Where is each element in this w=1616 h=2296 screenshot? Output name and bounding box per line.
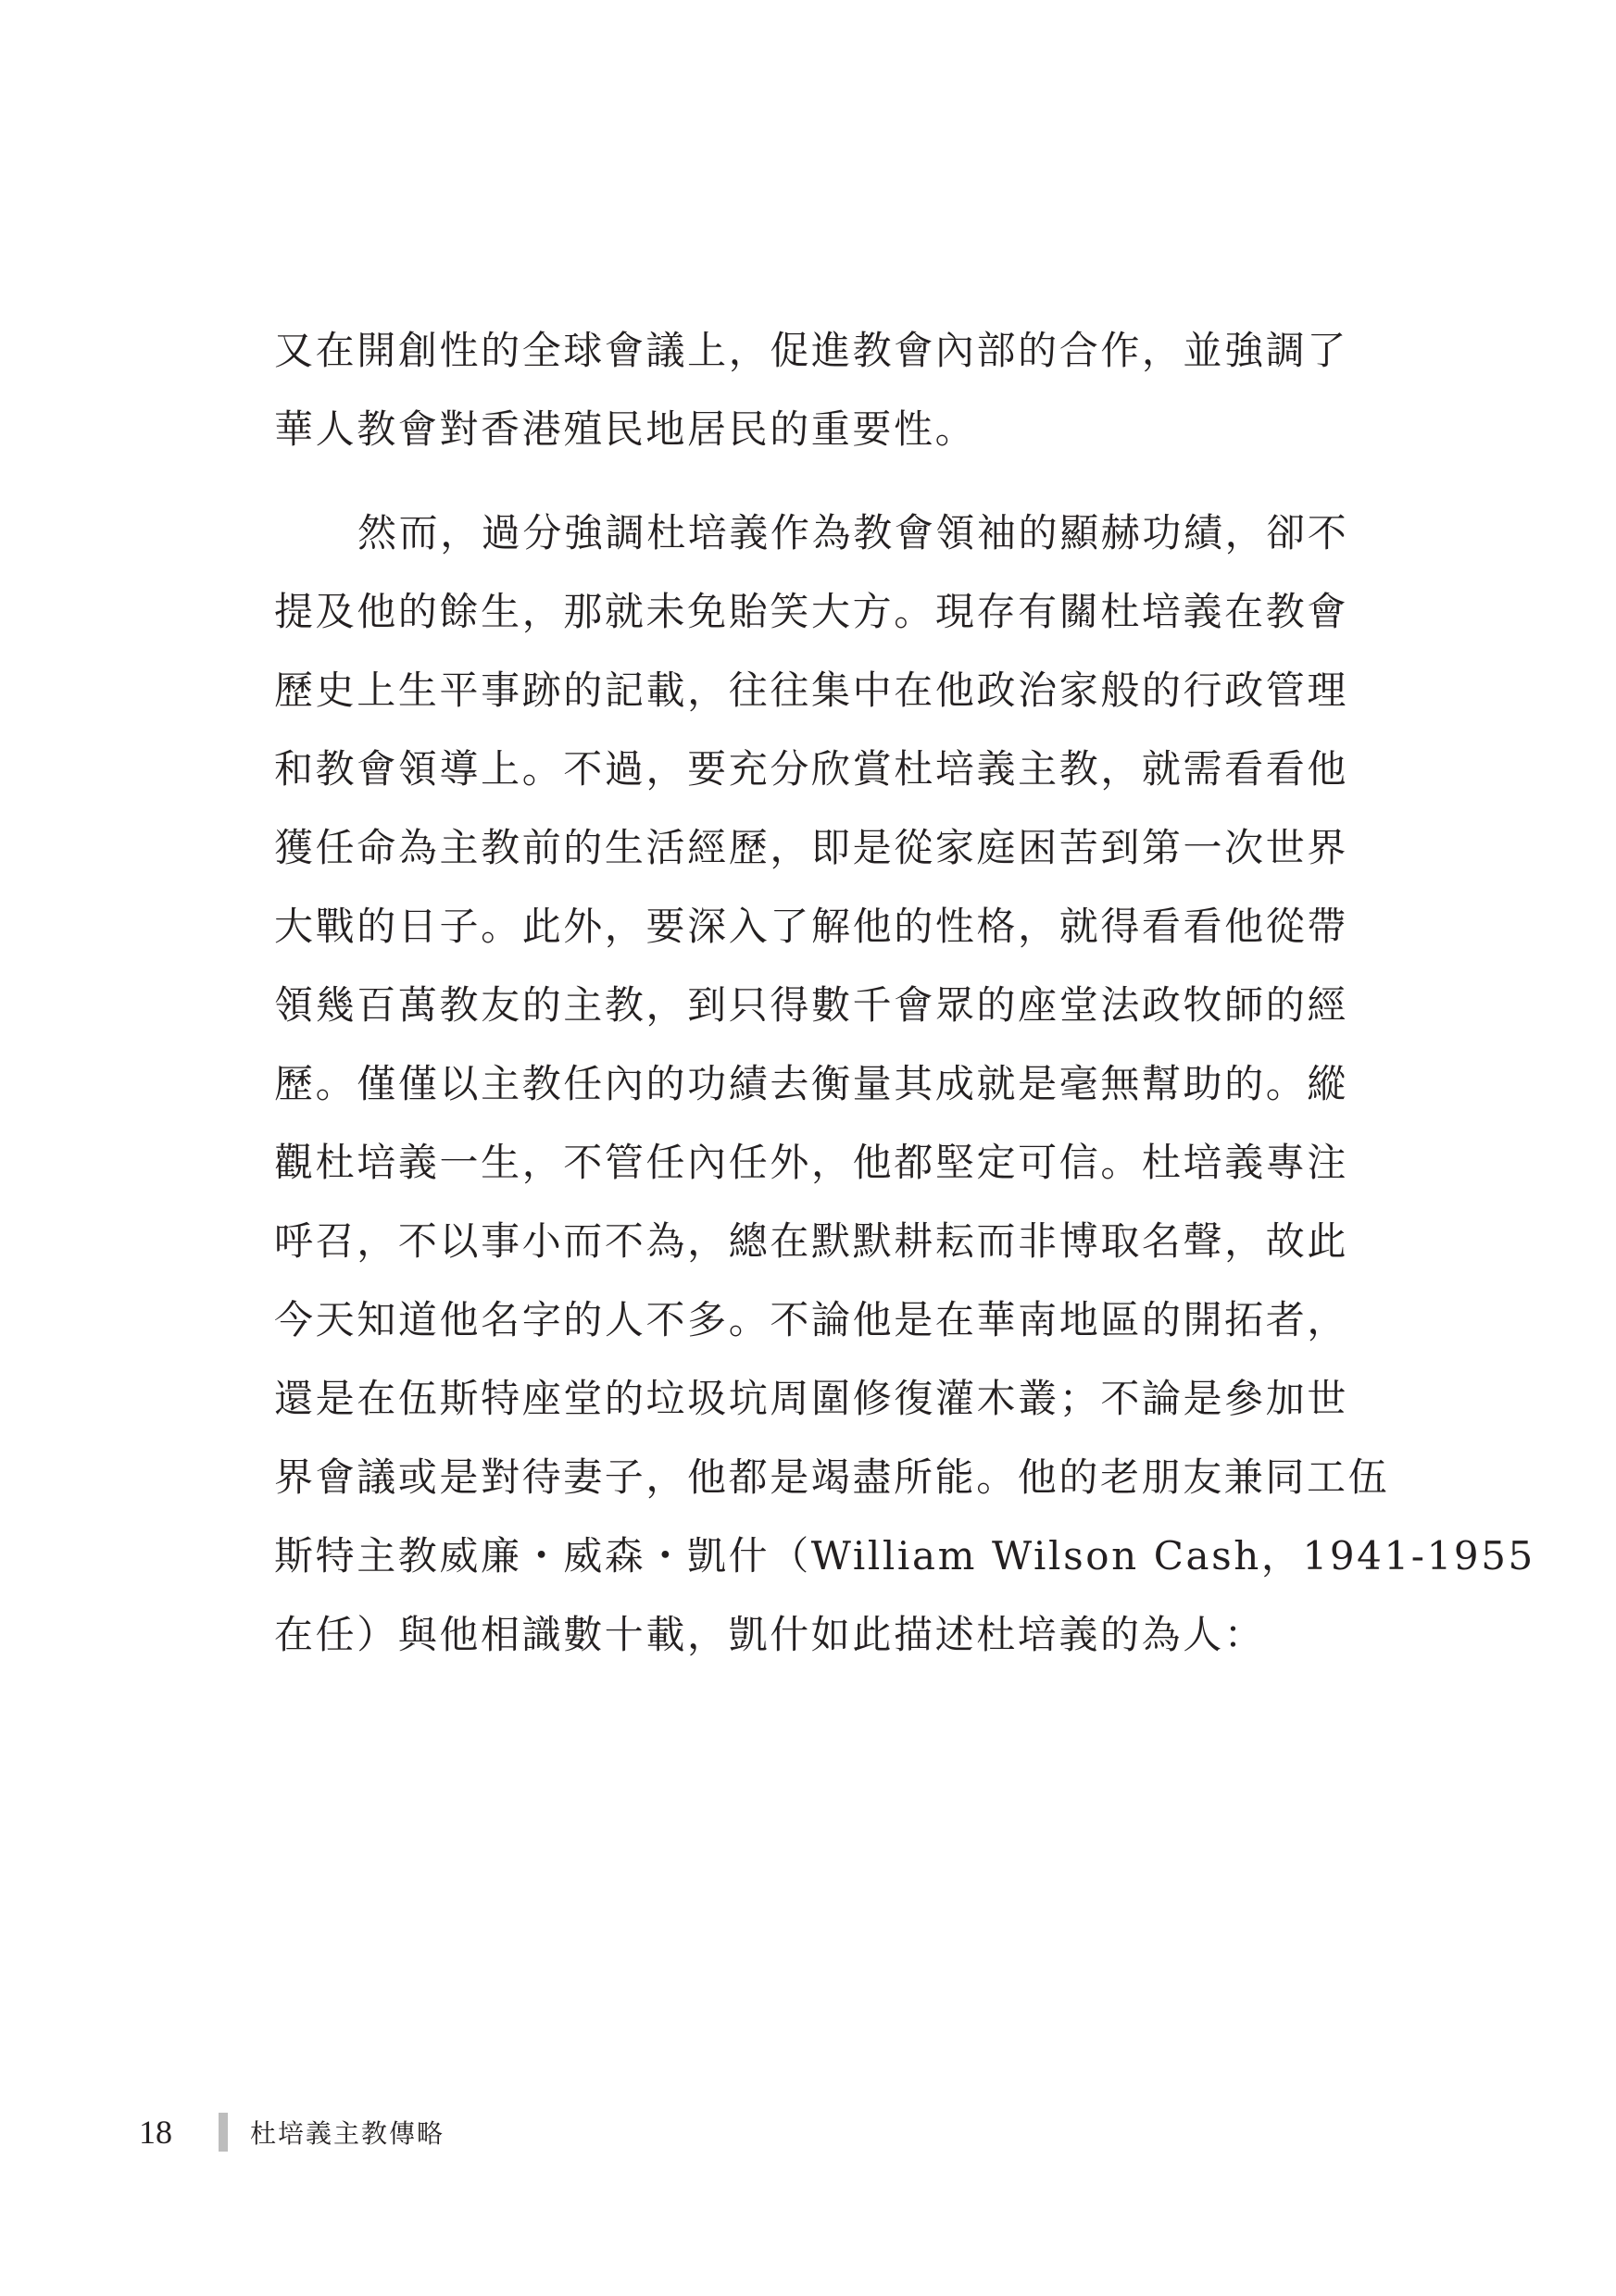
paragraph-continued (274, 311, 1348, 468)
text-line: 今天知道他名字的人不多。不論他是在華南地區的開拓者， (274, 1297, 1348, 1342)
running-title: 杜培義主教傳略 (250, 2118, 445, 2149)
text-line: 提及他的餘生，那就未免貽笑大方。現存有關杜培義在教會 (274, 589, 1348, 634)
text-line: 大戰的日子。此外，要深入了解他的性格，就得看看他從帶 (274, 904, 1348, 949)
text-line: 觀杜培義一生，不管任內任外，他都堅定可信。杜培義專注 (274, 1140, 1348, 1185)
text-line: 然而，過分強調杜培義作為教會領袖的顯赫功績，卻不 (357, 510, 1349, 555)
text-line: 界會議或是對待妻子，他都是竭盡所能。他的老朋友兼同工伍 (274, 1454, 1390, 1500)
page-footer (139, 2110, 445, 2154)
text-line: 斯特主教威廉・威森・凱什（William Wilson Cash，1941-1955 (274, 1533, 1535, 1578)
footer-divider-bar (219, 2113, 228, 2152)
text-line: 和教會領導上。不過，要充分欣賞杜培義主教，就需看看他 (274, 746, 1348, 792)
text-line: 獲任命為主教前的生活經歷，即是從家庭困苦到第一次世界 (274, 825, 1348, 870)
text-line: 還是在伍斯特座堂的垃圾坑周圍修復灌木叢；不論是參加世 (274, 1376, 1348, 1421)
text-line: 華人教會對香港殖民地居民的重要性。 (274, 406, 977, 452)
text-line: 領幾百萬教友的主教，到只得數千會眾的座堂法政牧師的經 (274, 982, 1348, 1028)
text-line: 在任）與他相識數十載，凱什如此描述杜培義的為人： (274, 1612, 1266, 1657)
text-line: 歷史上生平事跡的記載，往往集中在他政治家般的行政管理 (274, 668, 1348, 713)
page-number: 18 (139, 2114, 172, 2151)
text-line: 呼召，不以事小而不為，總在默默耕耘而非博取名聲，故此 (274, 1218, 1348, 1264)
text-line: 歷。僅僅以主教任內的功績去衡量其成就是毫無幫助的。縱 (274, 1061, 1348, 1106)
text-line: 又在開創性的全球會議上，促進教會內部的合作，並強調了 (274, 328, 1348, 373)
paragraph (274, 493, 1535, 1674)
